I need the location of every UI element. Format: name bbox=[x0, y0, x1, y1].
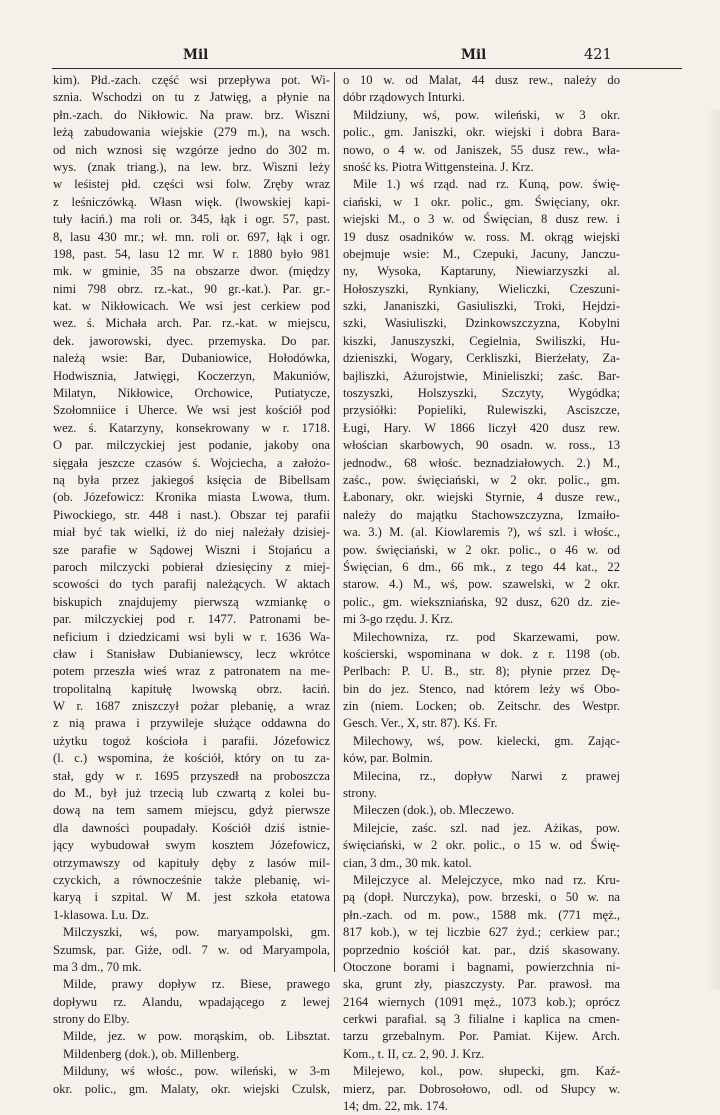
text-line: dzieniszki, Wogary, Cerkliszki, Bierżełaty, Za- bbox=[343, 351, 620, 366]
text-line: 2164 wiernych (1091 męż., 1073 kob.); oprócz bbox=[343, 994, 620, 1009]
text-line: Piwockiego, str. 448 i nast.). Obszar tej parafii bbox=[53, 507, 330, 522]
text-line: zaśc., pow. święciański, w 2 okr. polic., gm. bbox=[343, 472, 620, 487]
text-line: otrzymawszy od kapituły dęby z lasów mil- bbox=[53, 855, 330, 870]
text-line: Kom., t. II, cz. 2, 90. J. Krz. bbox=[343, 1046, 485, 1061]
text-line: Mileczen (dok.), ob. Mleczewo. bbox=[353, 803, 515, 818]
text-line: Święcian, 6 dm., 66 mk., z tego 44 kat., 22 bbox=[343, 559, 620, 574]
text-line: płn.-zach. od m. pow., 1588 mk. (771 męż., bbox=[343, 907, 620, 922]
text-line: mi 3-go rzędu. J. Krz. bbox=[343, 612, 454, 627]
text-line: polic., gm. Janiszki, okr. wiejski i dobra Bara- bbox=[343, 125, 620, 140]
text-line: mk. w gminie, 35 na obszarze dwor. (między bbox=[53, 264, 330, 279]
text-line: użytku togoż kościoła i parafii. Józefowicz bbox=[53, 733, 330, 748]
text-line: Milejcie, zaśc. szl. nad jez. Ażikas, pow. bbox=[353, 820, 620, 835]
text-line: kat. w Nikłowicach. We wsi jest cerkiew pod bbox=[53, 299, 330, 314]
text-line: kościerski, wspominana w dok. z r. 1198 (ob. bbox=[343, 646, 620, 661]
text-line: należy do majątku Stachowszczyzna, Izmaiło- bbox=[343, 507, 620, 522]
text-line: stał, gdy w r. 1695 przyszedł na proboszcza bbox=[53, 768, 330, 783]
text-line: szki, Wasiuliszki, Dzinkowszczyzna, Kobylni bbox=[343, 316, 620, 331]
text-line: 14; dm. 22, mk. 174. bbox=[343, 1099, 448, 1114]
text-line: leżą zabudowania wiejskie (279 m.), na wsch. bbox=[53, 125, 330, 140]
text-line: miał być tak wielki, iż do niej należały dzisiej- bbox=[53, 525, 330, 540]
text-line: dóbr rządowych Inturki. bbox=[343, 90, 466, 105]
text-line: Perlbach: P. U. B., str. 8); płynie przez Dę- bbox=[343, 664, 620, 679]
text-line: czyckich, a równocześnie także plebanię, wi- bbox=[53, 872, 330, 887]
text-line: Milechowy, wś, pow. kielecki, gm. Zając- bbox=[353, 733, 620, 748]
text-line: poprzednio kościół kat. par., dziś skasowany. bbox=[343, 942, 620, 957]
text-line: dla dawności poupadały. Kościół dziś istnie- bbox=[53, 820, 330, 835]
header-rule bbox=[52, 68, 682, 69]
text-line: Szołomniice i Uherce. We wsi jest kościół pod bbox=[53, 403, 330, 418]
text-line: potem przeszła wieś wraz z patronatem na me- bbox=[53, 664, 330, 679]
text-line: Hodwisznia, Jatwięgi, Koczerzyn, Makuniów, bbox=[53, 368, 330, 383]
text-line: strony. bbox=[343, 786, 377, 801]
text-line: należą wsie: Bar, Dubaniowice, Hołodówka, bbox=[53, 351, 330, 366]
page-number: 421 bbox=[584, 47, 612, 63]
text-line: kim). Płd.-zach. część wsi przepływa pot. Wi- bbox=[53, 73, 330, 87]
text-line: ma 3 dm., 70 mk. bbox=[53, 959, 142, 974]
text-line: 817 kob.), w tej liczbie 627 żyd.; cerkiew par.; bbox=[343, 925, 620, 940]
text-line: pow. święciański, w 2 okr. polic., o 46 w. od bbox=[343, 542, 620, 557]
text-line: przysiółki: Popieliki, Rulewiszki, Asciszcze, bbox=[343, 403, 620, 418]
text-line: zin (niem. Locken; ob. Zeitschr. des Westpr. bbox=[343, 699, 620, 714]
text-line: polic., gm. wiekszniańska, 92 dusz, 620 dz. zie- bbox=[343, 594, 620, 609]
text-line: Milecina, rz., dopływ Narwi z prawej bbox=[353, 768, 620, 783]
text-line: kiszki, Januszyszki, Cegielnia, Swiliszki, Hu- bbox=[343, 333, 620, 348]
text-line: ną była przez jakiegoś księcia de Bibellsam bbox=[53, 472, 330, 487]
text-line: 1-klasowa. Lu. Dz. bbox=[53, 907, 150, 922]
text-line: Milechowniza, rz. pod Skarzewami, pow. bbox=[353, 629, 620, 644]
text-line: (ob. Józefowicz: Kronika miasta Lwowa, tłum. bbox=[53, 490, 330, 505]
text-line: 198, past. 54, lasu 12 mr. W r. 1880 było 981 bbox=[53, 246, 330, 261]
text-line: cian, 3 dm., 30 mk. katol. bbox=[343, 855, 472, 870]
text-line: 19 dusz osadników w. ross. M. okrąg wiejski bbox=[343, 229, 620, 244]
text-line: święciański, w 2 okr. polic., o 15 w. od Świę- bbox=[343, 838, 620, 853]
text-line: od nich wznosi się wzgórze jedno do 302 m. bbox=[53, 142, 330, 157]
text-line: Otoczone borami i bagnami, powierzchnia ni- bbox=[343, 959, 620, 974]
running-head-right: Mil bbox=[461, 47, 487, 63]
text-line: biskupich znajdujemy pierwszą wzmiankę o bbox=[53, 594, 330, 609]
text-line: O par. milczyckiej jest podanie, jakoby ona bbox=[53, 438, 330, 453]
text-line: W r. 1687 zniszczył pożar plebanię, a wraz bbox=[53, 699, 330, 714]
text-line: sznia. Wschodzi on tu z Jatwięg, a płynie na bbox=[53, 90, 330, 105]
text-line: sięgała jeszcze czasów ś. Wojciecha, a założo- bbox=[53, 455, 330, 470]
text-line: Milatyn, Nikłowice, Orchowice, Putiatycze, bbox=[53, 386, 330, 401]
text-line: do M., był już trzecią lub czwartą z kolei bu- bbox=[53, 786, 330, 801]
text-line: Mildenberg (dok.), ob. Millenberg. bbox=[63, 1046, 240, 1061]
page-edge-shadow bbox=[706, 110, 720, 990]
text-line: strony do Elby. bbox=[53, 1012, 130, 1027]
left-column bbox=[53, 72, 330, 1098]
text-line: z nią prawa i przywileje służące oddawna do bbox=[53, 716, 330, 731]
text-line: scowości do tych parafij należących. W aktach bbox=[53, 577, 330, 592]
column-divider bbox=[334, 72, 335, 972]
text-line: w leśistej płd. części wsi folw. Zręby wraz bbox=[53, 177, 330, 192]
text-line: toszyszki, Holszyszki, Szczyty, Wygódka; bbox=[343, 386, 620, 401]
text-line: 8, lasu 430 mr.; wł. mn. roli or. 697, łąk i ogr. bbox=[53, 229, 330, 244]
text-line: Milduny, wś włośc., pow. wileński, w 3-m bbox=[63, 1064, 330, 1079]
text-line: dową na tem samem miejscu, gdyż pierwsze bbox=[53, 803, 330, 818]
text-line: Milczyszki, wś, pow. maryampolski, gm. bbox=[63, 925, 330, 940]
text-line: płn.-zach. do Nikłowic. Na praw. brz. Wiszni bbox=[53, 107, 330, 122]
text-line: Milde, prawy dopływ rz. Biese, prawego bbox=[63, 977, 330, 992]
running-head-left: Mil bbox=[183, 47, 209, 63]
text-line: dopływu rz. Alandu, wpadającego z lewej bbox=[53, 994, 330, 1009]
text-line: cerkwi parafial. są 3 filialne i kaplica na cmen- bbox=[343, 1012, 620, 1027]
text-line: Mildziuny, wś, pow. wileński, w 3 okr. bbox=[353, 107, 620, 122]
text-line: obejmuje wsie: M., Czepuki, Jacuny, Janczu- bbox=[343, 246, 620, 261]
text-line: z leśniczówką. Własn więk. (lwowskiej kapi- bbox=[53, 194, 330, 209]
text-line: starow. 4.) M., wś, pow. szawelski, w 2 okr. bbox=[343, 577, 620, 592]
text-line: dek. jaworowski, dyec. przemyska. Do par. bbox=[53, 333, 330, 348]
text-line: cław i Stanisław Dubianiewscy, lecz wkrótce bbox=[53, 646, 330, 661]
text-line: nowo, o 4 w. od Janiszek, 55 dusz rew., wła- bbox=[343, 142, 620, 157]
text-line: Milejczyce al. Melejczyce, mko nad rz. Kru- bbox=[353, 872, 620, 887]
text-line: sze parafie w Sądowej Wiszni i Stojańcu a bbox=[53, 542, 330, 557]
text-line: o 10 w. od Malat, 44 dusz rew., należy do bbox=[343, 73, 620, 87]
text-line: Milejewo, kol., pow. słupecki, gm. Kaź- bbox=[353, 1064, 620, 1079]
text-line: wa. 3.) M. (al. Kiowlaremis ?), wś szl. i włośc., bbox=[343, 525, 620, 540]
text-line: ska, grunt zły, piaszczysty. Par. prawosł. ma bbox=[343, 977, 620, 992]
text-line: sność ks. Piotra Wittgensteina. J. Krz. bbox=[343, 159, 534, 174]
text-line: wys. (znak triang.), na lew. brz. Wiszni leży bbox=[53, 159, 330, 174]
text-line: pą (dopł. Nurczyka), pow. brzeski, o 50 w. na bbox=[343, 890, 620, 905]
text-line: tarzu grzebalnym. Por. Pamiat. Kijew. Arch. bbox=[343, 1029, 620, 1044]
text-line: wez. ś. Michała arch. Par. rz.-kat. w miejscu, bbox=[53, 316, 330, 331]
text-line: neficium i dziedzicami wsi byli w r. 1636 Wa- bbox=[53, 629, 330, 644]
text-line: Gesch. Ver., X, str. 87). Kś. Fr. bbox=[343, 716, 498, 731]
text-line: bajliszki, Ażurojstwie, Minieliszki; zaśc. Bar- bbox=[343, 368, 620, 383]
text-line: szki, Jananiszki, Gasiuliszki, Troki, Hejdzi- bbox=[343, 299, 620, 314]
text-line: ciański, w 1 okr. polic., gm. Święciany, okr. bbox=[343, 194, 620, 209]
text-line: Milde, jez. w pow. morąskim, ob. Libsztat. bbox=[63, 1029, 330, 1044]
text-line: jednodw., 68 włośc. beznadziałowych. 2.) M., bbox=[343, 455, 620, 470]
text-line: ków, par. Bolmin. bbox=[343, 751, 433, 766]
text-line: paroch milczycki pobierał dziesięciny z miej- bbox=[53, 559, 330, 574]
text-line: nimi 798 obrz. rz.-kat., 90 gr.-kat.). Par. gr.- bbox=[53, 281, 330, 296]
text-line: tropolitalną kapitułę lwowską obrz. łaciń. bbox=[53, 681, 330, 696]
text-line: Szumsk, par. Giże, odl. 7 w. od Maryampola, bbox=[53, 942, 330, 957]
text-line: karyą i szpital. W M. jest szkoła etatowa bbox=[53, 890, 330, 905]
text-line: Ługi, Hary. W 1866 liczył 420 dusz rew. bbox=[343, 420, 620, 435]
text-line: ny, Wysoka, Kaptaruny, Niewiarzyszki al. bbox=[343, 264, 620, 279]
text-line: wez. ś. Katarzyny, konsekrowany w r. 1718. bbox=[53, 420, 330, 435]
text-line: bin do jez. Stenco, nad którem leży wś Obo- bbox=[343, 681, 620, 696]
text-line: wiejski M., o 3 w. od Święcian, 8 dusz rew. i bbox=[343, 212, 620, 227]
text-line: par. milczyckiej pod r. 1477. Patronami be- bbox=[53, 612, 330, 627]
text-line: okr. polic., gm. Malaty, okr. wiejski Czulsk, bbox=[53, 1081, 330, 1096]
text-line: włościan skarbowych, 90 osadn. w. ross., 13 bbox=[343, 438, 620, 453]
right-column bbox=[343, 72, 620, 1115]
text-line: jący wybudował swym kosztem Józefowicz, bbox=[53, 838, 330, 853]
text-line: Mile 1.) wś rząd. nad rz. Kuną, pow. świę- bbox=[353, 177, 620, 192]
text-line: tuły łaciń.) ma roli or. 345, łąk i ogr. 57, past. bbox=[53, 212, 330, 227]
text-line: Łabonary, okr. wiejski Styrnie, 4 dusze rew., bbox=[343, 490, 620, 505]
text-line: mierz, par. Dobrosołowo, odl. od Słupcy w. bbox=[343, 1081, 620, 1096]
text-line: Hołoszyszki, Rynkiany, Wieliczki, Czeszuni- bbox=[343, 281, 620, 296]
text-line: (l. c.) wspomina, że kościół, który on tu za- bbox=[53, 751, 330, 766]
